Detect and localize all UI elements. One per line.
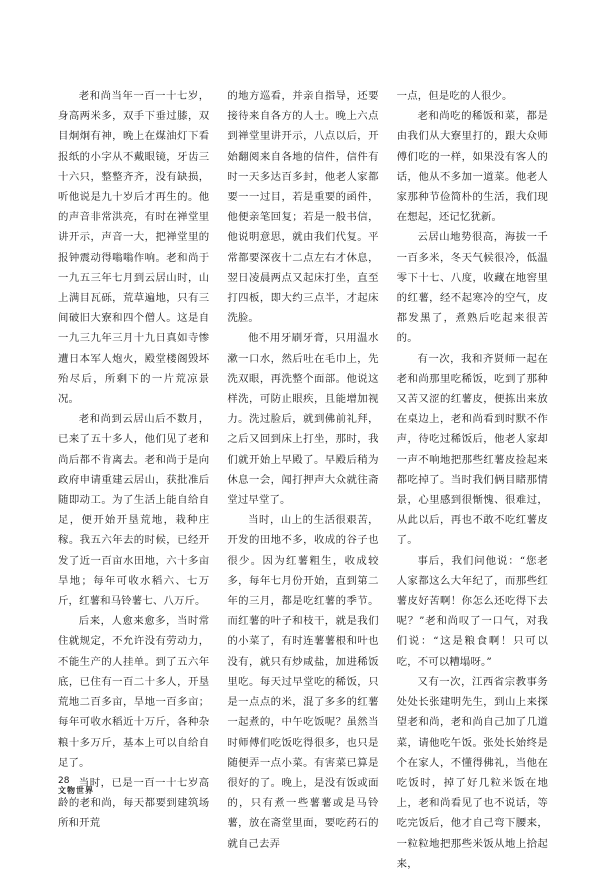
paragraph: 云居山地势很高，海拔一千一百多米，冬天气候很冷，低温零下十七、八度，收藏在地窖里的红薯，经不起寒冷的空气，皮都发黑了，煮熟后吃起来很苦的。 [396,231,548,345]
paragraph: 老和尚吃的稀饭和菜，都是由我们从大寮里打的，跟大众师傅们吃的一样，如果没有客人的话，他从不多加一道菜。他老人家那种节俭简朴的生活，我们现在想起，还记忆犹新。 [396,110,548,224]
paragraph: 的地方巡看，并亲自指导，还要接待来自各方的人士。晚上六点到禅堂里讲开示，八点以后，开始翻阅来自各地的信件，信件有时一天多达百多封，他老人家都要一一过目，若是重要的函件，他便亲笔回复；若是一般书信，他说明意思，就由我们代复。平常都要深夜十二点左右才休息，翌日凌晨两点又起床打坐，直至打四板，即大约三点半，才起床洗脸。 [227,90,379,325]
paragraph: 他不用牙刷牙膏，只用温水漱一口水，然后吐在毛巾上，先洗双眼，再洗整个面部。他说这样洗，可防止眼疾，且能增加视力。洗过脸后，就到佛前礼拜，之后又回到床上打坐，那时，我们就开始上早殿了。早殿后稍为休息一会，闻打押声大众就往斋堂过早堂了。 [227,332,379,507]
paragraph: 老和尚当年一百一十七岁，身高两米多，双手下垂过膝，双目炯炯有神，晚上在煤油灯下看报纸的小字从不戴眼镜，牙齿三十六只，整整齐齐，没有缺损，听他说是九十岁后才再生的。他的声音非常洪亮，有时在禅堂里讲开示，声音一大，把禅堂里的报钟震动得嗡嗡作响。老和尚于一九五三年七月到云居山时，山上满目瓦砾，荒草遍地，只有三间破旧大寮和四个僧人。这是自一九三九年三月十九日真如寺惨遭日本军人炮火，殿堂楼阁毁坏殆尽后，所剩下的一片荒凉景况。 [58,90,210,406]
paragraph: 又有一次，江西省宗教事务处处长张建明先生，到山上来探望老和尚，老和尚自己加了几道菜，请他吃午饭。张处长始终是个在家人，不懂得佛礼，当他在吃饭时，掉了好几粒米饭在地上，老和尚看见了也不说话，等吃完饭后，他才自己弯下腰来，一粒粒地把那些米饭从地上拾起来， [396,675,548,870]
column-3 [396,86,548,870]
paragraph: 当时，山上的生活很艰苦，开发的田地不多，收成的谷子也很少。因为红薯粗生，收成较多，每年七月份开始，直到第二年的三月，都是吃红薯的季节。而红薯的叶子和枝干，就是我们的小菜了，有时连薯薯根和叶也没有，就只有炒咸盐，加进稀饭里吃。每天过早堂吃的稀饭，只是一点点的米，混了多多的红薯一起煮的，中午吃饭呢？虽然当时师傅们吃饭吃得很多，也只是随便弄一点小菜。有害菜已算是很好的了。晚上，是没有饭或面的，只有煮一些薯薯或是马铃薯，放在斋堂里面，要吃药石的就自己去弄 [227,514,379,850]
paragraph: 当时，已是一百一十七岁高龄的老和尚，每天都要到建筑场所和开荒 [58,776,210,830]
page-footer [58,776,94,796]
paragraph: 老和尚到云居山后不数月，已来了五十多人，他们见了老和尚后都不肯离去。老和尚于是向政府申请重建云居山，获批准后随即动工。为了生活上能自给自足，便开始开垦荒地，栽种庄稼。我五六年去的时候，已经开发了近一百亩水田地，六十多亩旱地；每年可收水稻六、七万斤，红薯和马铃薯七、八万斤。 [58,413,210,608]
column-2 [227,86,379,850]
paragraph: 一点，但是吃的人很少。 [396,90,513,102]
paragraph: 有一次，我和齐贤师一起在老和尚那里吃稀饭，吃到了那种又苦又涩的红薯皮，便拣出来放在桌边上，老和尚看到时默不作声，待吃过稀饭后，他老人家却一声不响地把那些红薯皮捡起来都吃掉了。当时我们俩目睹那情景，心里感到很惭愧、很难过，从此以后，再也不敢不吃红薯皮了。 [396,352,548,547]
paragraph: 事后，我们问他说：“您老人家都这么大年纪了，而那些红薯皮好苦啊！你怎么还吃得下去呢？”老和尚叹了一口气，对我们说：“这是粮食啊！只可以吃，不可以糟塌呀。” [396,554,548,668]
paragraph: 后来，人愈来愈多，当时常住就规定，不允许没有劳动力，不能生产的人挂单。到了五六年底，已住有一百二十多人，开垦荒地二百多亩，旱地一百多亩；每年可收水稻近十万斤，各种杂粮十多万斤，基本上可以自给自足了。 [58,615,210,769]
page-number: 28 [58,776,70,786]
magazine-name: 文物世界 [58,786,94,795]
